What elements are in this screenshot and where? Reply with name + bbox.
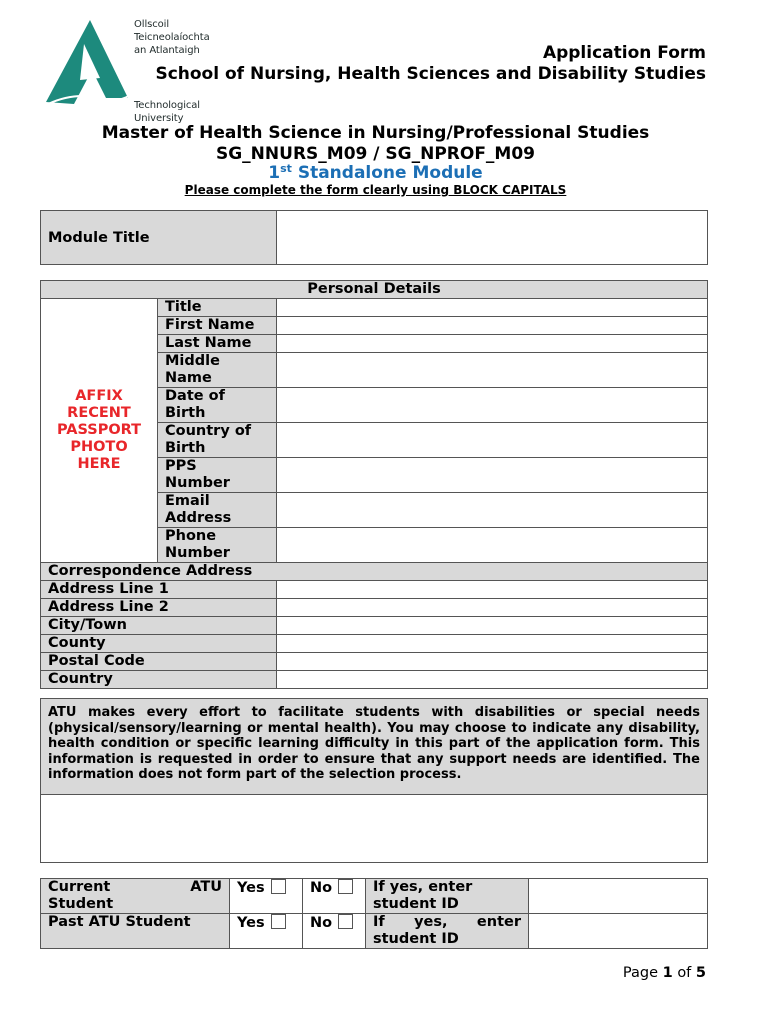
label-line: Student [48, 896, 114, 912]
personal-details-heading: Personal Details [41, 281, 708, 299]
county-field[interactable] [277, 635, 708, 653]
form-label: Application Form [542, 43, 706, 63]
country-of-birth-field[interactable] [277, 423, 708, 458]
pps-number-label [158, 458, 277, 493]
programme-codes: SG_NNURS_M09 / SG_NPROF_M09 [215, 144, 536, 164]
photo-text: RECENT [67, 405, 131, 421]
correspondence-address-heading: Correspondence Address [41, 563, 708, 581]
label-line: Birth [165, 440, 206, 456]
logo-line: an Atlantaigh [134, 45, 200, 56]
no-label: No [310, 880, 333, 896]
title-label: Title [158, 299, 277, 317]
label-line: Birth [165, 405, 206, 421]
module-ordinal-suffix: st [280, 162, 292, 175]
postal-code-field[interactable] [277, 653, 708, 671]
school-name: School of Nursing, Health Sciences and Disability Studies [155, 64, 706, 84]
label-line: Country of [165, 423, 252, 439]
label-word: ATU [190, 879, 222, 895]
disability-notice-text: ATU makes every effort to facilitate students with disabilities or special needs (physical/sensory/learning or mental health). You may choose to indicate any disability, health condition or specific learning difficulty in this part of the application form. This information is requested in order to ensure that any support needs are identified. The information does not form part of the selection process. [41, 699, 708, 795]
module-title-table [40, 210, 708, 265]
phone-label [158, 528, 277, 563]
country-label: Country [41, 671, 277, 689]
current-no-checkbox[interactable] [338, 879, 353, 894]
phone-field[interactable] [277, 528, 708, 563]
country-field[interactable] [277, 671, 708, 689]
label-line: Middle [165, 353, 220, 369]
label-line: student ID [373, 931, 459, 947]
past-student-id-label [366, 914, 529, 949]
photo-placeholder [41, 299, 158, 563]
total-pages: 5 [695, 965, 706, 981]
country-of-birth-label [158, 423, 277, 458]
middle-name-field[interactable] [277, 353, 708, 388]
label-line: student ID [373, 896, 459, 912]
atu-logo [44, 18, 214, 124]
label-line: Date of [165, 388, 225, 404]
module-heading [40, 162, 711, 184]
module-ordinal: 1 [268, 163, 281, 183]
page-word: Page [622, 965, 658, 981]
past-no-checkbox[interactable] [338, 914, 353, 929]
label-line: Email [165, 493, 210, 509]
email-field[interactable] [277, 493, 708, 528]
page-number [623, 965, 706, 981]
module-heading-text: Standalone Module [291, 163, 483, 183]
label-word: enter [476, 914, 521, 930]
past-yes-option[interactable] [230, 914, 303, 949]
address-line1-label: Address Line 1 [41, 581, 277, 599]
middle-name-label [158, 353, 277, 388]
photo-text: AFFIX [75, 388, 123, 404]
current-student-id-field[interactable] [529, 879, 708, 914]
atu-student-table [40, 878, 708, 949]
current-atu-student-label [41, 879, 230, 914]
label-line: Name [165, 370, 212, 386]
module-title-label: Module Title [41, 211, 277, 265]
label-line [373, 914, 521, 931]
label-line: Address [165, 510, 232, 526]
label-line: PPS [165, 458, 197, 474]
address-line2-label: Address Line 2 [41, 599, 277, 617]
module-title-field[interactable] [277, 211, 708, 265]
label-line: Number [165, 545, 230, 561]
current-page: 1 [662, 965, 673, 981]
county-label: County [41, 635, 277, 653]
logo-line: Ollscoil [134, 19, 170, 30]
dob-label [158, 388, 277, 423]
postal-code-label: Postal Code [41, 653, 277, 671]
of-word: of [677, 965, 692, 981]
dob-field[interactable] [277, 388, 708, 423]
first-name-field[interactable] [277, 317, 708, 335]
photo-text: PASSPORT [56, 422, 142, 438]
current-yes-checkbox[interactable] [271, 879, 286, 894]
logo-line: University [134, 113, 184, 124]
first-name-label: First Name [158, 317, 277, 335]
past-no-option[interactable] [303, 914, 366, 949]
label-word: Current [48, 879, 111, 895]
logo-line: Teicneolaíochta [134, 32, 210, 43]
last-name-field[interactable] [277, 335, 708, 353]
personal-details-table [40, 280, 708, 689]
photo-text: PHOTO [70, 439, 128, 455]
address-line1-field[interactable] [277, 581, 708, 599]
label-line: If yes, enter [373, 879, 473, 895]
label-line: Phone [165, 528, 217, 544]
programme-title: Master of Health Science in Nursing/Professional Studies [101, 123, 650, 143]
atu-logo-icon [44, 18, 136, 106]
address-line2-field[interactable] [277, 599, 708, 617]
city-field[interactable] [277, 617, 708, 635]
past-student-id-field[interactable] [529, 914, 708, 949]
disability-notice-table [40, 698, 708, 863]
email-label [158, 493, 277, 528]
past-yes-checkbox[interactable] [271, 914, 286, 929]
last-name-label: Last Name [158, 335, 277, 353]
label-line: Number [165, 475, 230, 491]
label-word: If [373, 914, 385, 930]
city-label: City/Town [41, 617, 277, 635]
current-yes-option[interactable] [230, 879, 303, 914]
photo-text: HERE [77, 456, 121, 472]
label-word: yes, [414, 914, 448, 930]
logo-line: Technological [134, 100, 200, 111]
yes-label: Yes [237, 880, 265, 896]
current-student-id-label [366, 879, 529, 914]
pps-number-field[interactable] [277, 458, 708, 493]
disability-notice-field[interactable] [41, 795, 708, 863]
instruction-text: Please complete the form clearly using BLOCK CAPITALS [184, 183, 567, 197]
label-line [48, 879, 222, 896]
yes-label: Yes [237, 915, 265, 931]
title-field[interactable] [277, 299, 708, 317]
current-no-option[interactable] [303, 879, 366, 914]
no-label: No [310, 915, 333, 931]
past-atu-student-label: Past ATU Student [41, 914, 230, 949]
